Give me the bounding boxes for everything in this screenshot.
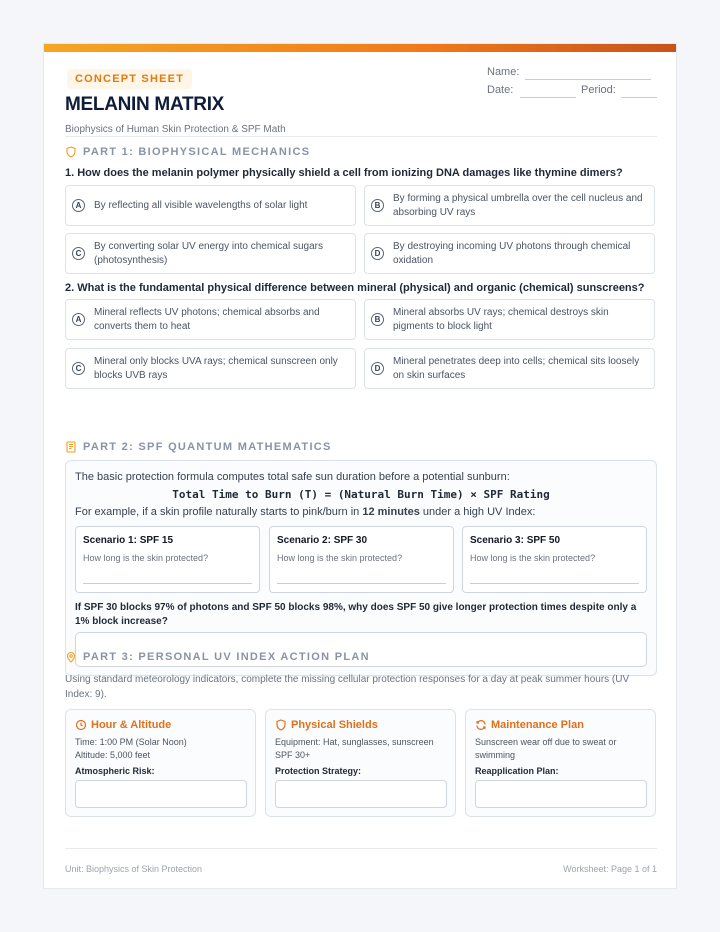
part2-heading-text: PART 2: SPF QUANTUM MATHEMATICS: [83, 441, 332, 453]
scenario-prompt: How long is the skin protected?: [277, 553, 403, 563]
action-card-physical-shields: [265, 709, 456, 817]
spf-example: [75, 506, 535, 518]
name-label: Name:: [487, 66, 520, 78]
part3-heading: [65, 651, 370, 663]
clock-icon: [75, 719, 87, 731]
option-text: Mineral absorbs UV rays; chemical destroys skin pigments to block light: [393, 306, 609, 332]
spf-example-prefix: For example, if a skin profile naturally starts to pink/burn in: [75, 506, 363, 518]
card-heading: [75, 719, 171, 731]
q1-option-a[interactable]: [65, 185, 356, 226]
shield-icon: [275, 719, 287, 731]
period-label: Period:: [581, 84, 616, 96]
q1-option-c[interactable]: [65, 233, 356, 274]
card-details: [75, 736, 250, 762]
option-text: Mineral reflects UV photons; chemical absorbs and converts them to heat: [94, 306, 320, 332]
option-text: Mineral only blocks UVA rays; chemical sunscreen only blocks UVB rays: [94, 355, 338, 381]
option-letter: A: [72, 199, 85, 212]
scenario-prompt: How long is the skin protected?: [83, 553, 209, 563]
scenario-card-3: [462, 526, 647, 593]
card-details: [475, 736, 650, 762]
scenario-title: Scenario 2: SPF 30: [277, 535, 368, 546]
refresh-icon: [475, 719, 487, 731]
scenario-card-2: [269, 526, 454, 593]
part3-description: Using standard meteorology indicators, complete the missing cellular protection responses for a day at peak summer hours (UV Index: 9).: [65, 674, 630, 700]
part1-heading-text: PART 1: BIOPHYSICAL MECHANICS: [83, 146, 311, 158]
card-heading: [275, 719, 378, 731]
atmospheric-risk-input[interactable]: [75, 780, 247, 808]
card-heading: [475, 719, 584, 731]
spf-example-bold: 12 minutes: [362, 506, 420, 518]
option-letter: B: [371, 313, 384, 326]
option-text: By reflecting all visible wavelengths of solar light: [94, 199, 308, 211]
scenario-title: Scenario 1: SPF 15: [83, 535, 174, 546]
card-label: Atmospheric Risk:: [75, 766, 155, 776]
accent-bar: [44, 44, 676, 52]
option-text: Mineral penetrates deep into cells; chemical sits loosely on skin surfaces: [393, 355, 640, 381]
card-detail-line: Equipment: Hat, sunglasses, sunscreen SPF 30+: [275, 737, 434, 760]
option-text: By destroying incoming UV photons through chemical oxidation: [393, 240, 631, 266]
footer-divider: [65, 848, 657, 849]
part1-heading: [65, 146, 310, 158]
footer-unit: Unit: Biophysics of Skin Protection: [65, 864, 203, 874]
option-letter: A: [72, 313, 85, 326]
page-title: MELANIN MATRIX: [65, 94, 225, 115]
question-1: 1. How does the melanin polymer physically shield a cell from ionizing DNA damages like thymine dimers?: [65, 167, 623, 179]
scenario-card-1: [75, 526, 260, 593]
date-label: Date:: [487, 84, 514, 96]
spf-formula: Total Time to Burn (T) = (Natural Burn Time) × SPF Rating: [172, 488, 550, 501]
card-detail-line: Sunscreen wear off due to sweat or swimming: [475, 737, 617, 760]
reapplication-plan-input[interactable]: [475, 780, 647, 808]
worksheet-page: [43, 43, 677, 889]
card-detail-line: Time: 1:00 PM (Solar Noon): [75, 737, 187, 747]
action-card-maintenance-plan: [465, 709, 656, 817]
date-field[interactable]: [520, 97, 576, 98]
scenario-title: Scenario 3: SPF 50: [470, 535, 561, 546]
scenario-answer-line[interactable]: [470, 583, 639, 584]
footer-page: Worksheet: Page 1 of 1: [563, 864, 657, 874]
q1-option-d[interactable]: [364, 233, 655, 274]
q2-option-d[interactable]: [364, 348, 655, 389]
card-label: Protection Strategy:: [275, 766, 362, 776]
action-card-hour-altitude: [65, 709, 256, 817]
card-label: Reapplication Plan:: [475, 766, 559, 776]
option-text: By forming a physical umbrella over the cell nucleus and absorbing UV rays: [393, 192, 643, 218]
concept-sheet-badge: CONCEPT SHEET: [67, 69, 192, 89]
location-pin-icon: [65, 651, 77, 663]
protection-strategy-input[interactable]: [275, 780, 447, 808]
question-2: 2. What is the fundamental physical difference between mineral (physical) and organic (chemical) sunscreens?: [65, 282, 645, 294]
scenario-prompt: How long is the skin protected?: [470, 553, 596, 563]
option-letter: C: [72, 362, 85, 375]
spf-question: If SPF 30 blocks 97% of photons and SPF 50 blocks 98%, why does SPF 50 give longer protection times despite only a 1% block increase?: [75, 602, 637, 627]
spf-example-suffix: under a high UV Index:: [419, 506, 536, 518]
part2-heading: [65, 441, 332, 453]
q2-option-c[interactable]: [65, 348, 356, 389]
card-title: Maintenance Plan: [491, 719, 584, 731]
document-icon: [65, 441, 77, 453]
scenario-answer-line[interactable]: [83, 583, 252, 584]
scenario-answer-line[interactable]: [277, 583, 446, 584]
name-field[interactable]: [525, 79, 651, 80]
period-field[interactable]: [621, 97, 657, 98]
shield-icon: [65, 146, 77, 158]
option-text: By converting solar UV energy into chemical sugars (photosynthesis): [94, 240, 323, 266]
card-details: [275, 736, 450, 762]
card-title: Hour & Altitude: [91, 719, 172, 731]
spf-math-panel: [65, 460, 657, 676]
option-letter: B: [371, 199, 384, 212]
option-letter: D: [371, 362, 384, 375]
option-letter: D: [371, 247, 384, 260]
card-detail-line: Altitude: 5,000 feet: [75, 750, 151, 760]
card-title: Physical Shields: [291, 719, 378, 731]
q1-option-b[interactable]: [364, 185, 655, 226]
spf-intro: The basic protection formula computes total safe sun duration before a potential sunburn:: [75, 471, 510, 483]
page-subtitle: Biophysics of Human Skin Protection & SPF Math: [65, 124, 286, 135]
option-letter: C: [72, 247, 85, 260]
header-divider: [65, 136, 657, 137]
q2-option-a[interactable]: [65, 299, 356, 340]
part3-heading-text: PART 3: PERSONAL UV INDEX ACTION PLAN: [83, 651, 370, 663]
q2-option-b[interactable]: [364, 299, 655, 340]
